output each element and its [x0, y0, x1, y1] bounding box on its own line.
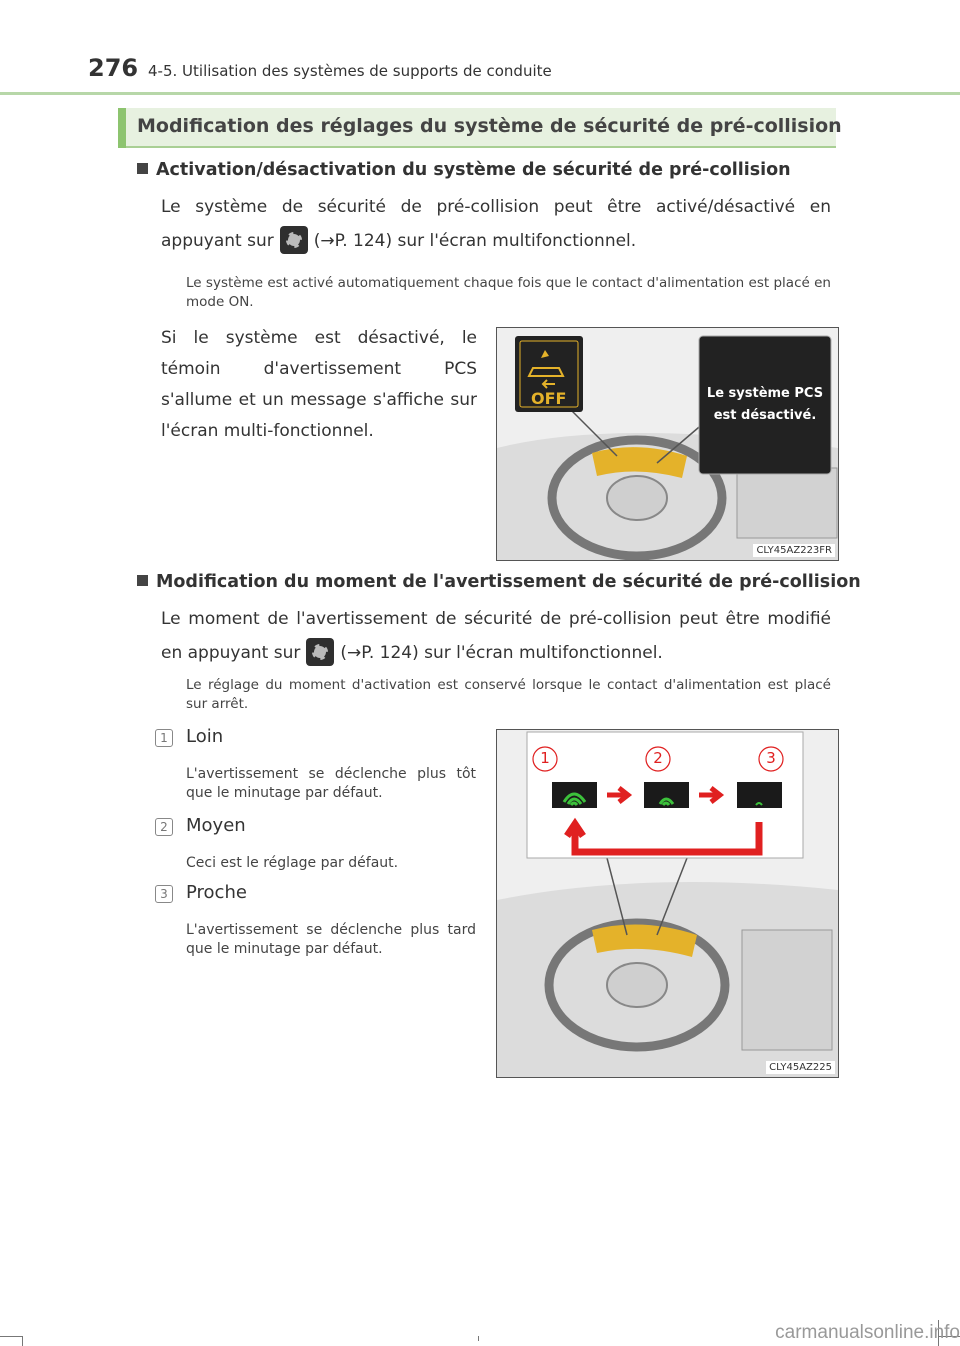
- item-number-1: 1: [155, 729, 173, 747]
- screen-message-line1: Le système PCS: [706, 386, 824, 401]
- settings-gear-icon: [280, 226, 308, 254]
- settings-gear-icon: [306, 638, 334, 666]
- block1-para-line2: [161, 224, 831, 258]
- crop-mark: [0, 1336, 22, 1337]
- block1-para-after: (→P. 124) sur l'écran multifonctionnel.: [313, 231, 637, 251]
- block2-para-after: (→P. 124) sur l'écran multifonctionnel.: [340, 643, 663, 663]
- figure-code: CLY45AZ223FR: [753, 544, 835, 557]
- item-title-2: Moyen: [186, 815, 246, 836]
- pcs-off-figure: [496, 327, 839, 561]
- block2-heading: [137, 572, 861, 592]
- item-desc-2: Ceci est le réglage par défaut.: [186, 855, 399, 871]
- block1-heading-text: Activation/désactivation du système de sécurité de pré-collision: [156, 160, 791, 180]
- crop-mark: [22, 1336, 23, 1346]
- item-title-1: Loin: [186, 726, 224, 747]
- block2-note: Le réglage du moment d'activation est conservé lorsque le contact d'alimentation est placé sur arrêt.: [186, 677, 831, 712]
- figure-label-2: 2: [653, 749, 663, 767]
- watermark: carmanualsonline.info: [775, 1322, 960, 1343]
- crop-mark: [478, 1336, 479, 1341]
- item-desc-1: L'avertissement se déclenche plus tôt que le minutage par défaut.: [186, 766, 476, 801]
- item-desc-3: L'avertissement se déclenche plus tard que le minutage par défaut.: [186, 922, 476, 957]
- screen-message-line2: est désactivé.: [713, 408, 817, 423]
- timing-illustration: [497, 730, 838, 1077]
- dashboard-illustration: [497, 328, 838, 560]
- figure-label-3: 3: [766, 749, 776, 767]
- page-number: 276: [88, 54, 139, 82]
- square-bullet-icon: [137, 575, 148, 586]
- section-title: Modification des réglages du système de sécurité de pré-collision: [137, 115, 842, 137]
- block2-para-before: en appuyant sur: [161, 643, 301, 663]
- item-title-3: Proche: [186, 882, 247, 903]
- off-label: OFF: [531, 389, 567, 408]
- block1-heading: [137, 160, 791, 180]
- figure-code: CLY45AZ225: [766, 1061, 835, 1074]
- chapter-title: 4-5. Utilisation des systèmes de supports de conduite: [148, 62, 552, 80]
- block1-side-text: Si le système est désactivé, le témoin d'avertissement PCS s'allume et un message s'affiche sur l'écran multi-fonctionnel.: [161, 328, 477, 441]
- figure-label-1: 1: [540, 749, 550, 767]
- block1-para-line1: Le système de sécurité de pré-collision peut être activé/désactivé en: [161, 197, 831, 217]
- header-rule: [0, 92, 960, 95]
- block2-heading-text: Modification du moment de l'avertissement de sécurité de pré-collision: [156, 572, 861, 592]
- block1-note: Le système est activé automatiquement chaque fois que le contact d'alimentation est placé en mode ON.: [186, 275, 831, 310]
- item-number-2: 2: [155, 818, 173, 836]
- square-bullet-icon: [137, 163, 148, 174]
- block2-para-line1: Le moment de l'avertissement de sécurité de pré-collision peut être modifié: [161, 609, 831, 629]
- block1-paragraph: [161, 190, 831, 258]
- block2-para-line2: [161, 636, 831, 670]
- item-number-3: 3: [155, 885, 173, 903]
- block2-paragraph: [161, 602, 831, 670]
- warning-timing-figure: [496, 729, 839, 1078]
- section-accent: [118, 108, 126, 148]
- block1-para-before: appuyant sur: [161, 231, 274, 251]
